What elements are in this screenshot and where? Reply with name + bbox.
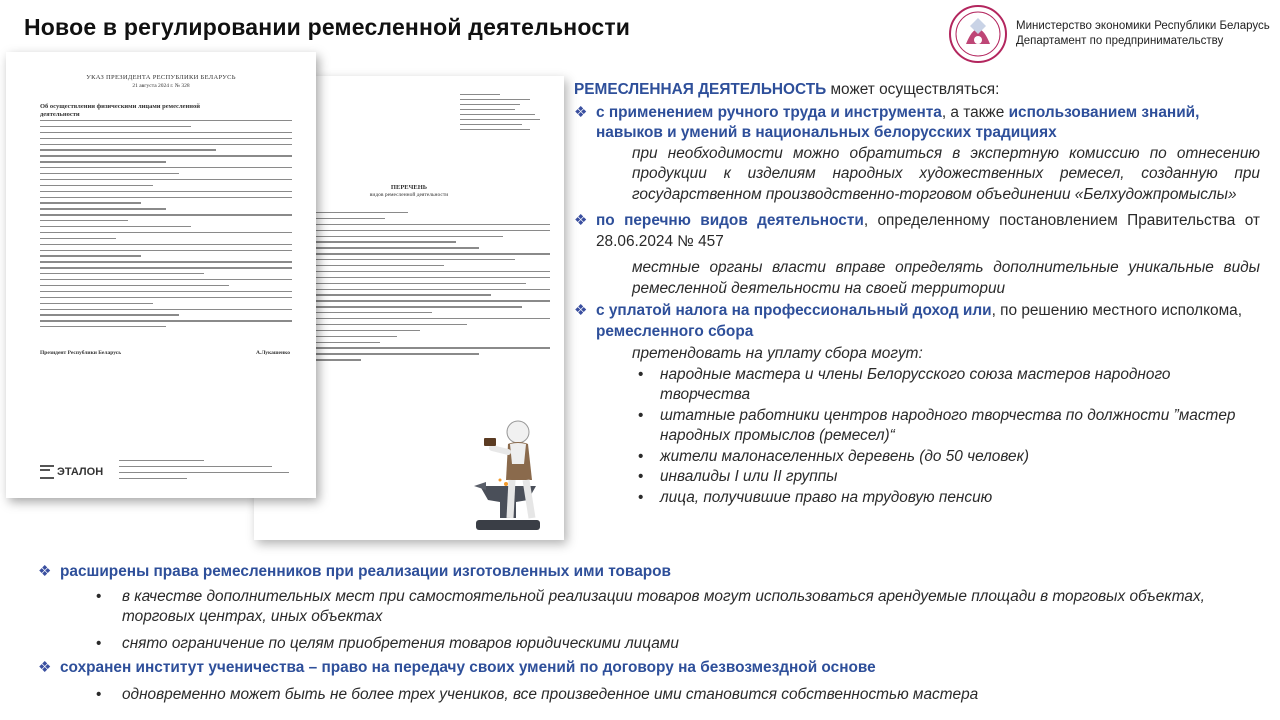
b1-highlight-1: с применением ручного труда и инструмента: [596, 103, 942, 121]
b1-mid: , а также: [941, 103, 1009, 121]
b1-highlight-2: использованием знаний, навыков и умений в национальных белорусских традициях: [596, 103, 1200, 141]
list-subtitle: видов ремесленной деятельности: [369, 192, 449, 198]
diamond-cluster-icon: ❖: [38, 563, 52, 580]
intro-rest: может осуществляться:: [826, 81, 1000, 98]
fee-eligible-list: [574, 365, 1260, 509]
bullet-activity-list: [574, 211, 1260, 252]
craft-activity-panel: [574, 80, 1260, 508]
apprenticeship-list: [38, 685, 1260, 706]
decree-heading: УКАЗ ПРЕЗИДЕНТА РЕСПУБЛИКИ БЕЛАРУСЬ: [86, 74, 236, 81]
etalon-icon: [40, 465, 54, 479]
intro-highlight: РЕМЕСЛЕННАЯ ДЕЯТЕЛЬНОСТЬ: [574, 81, 827, 98]
b3-highlight-1: с уплатой налога на профессиональный доход или: [596, 302, 992, 319]
b1-note: при необходимости можно обратиться в экспертную комиссию по отнесению продукции к изделиям народных художественных ремесел, созданную при государственном производственно-торговом объединении «Белхудожпромыслы»: [632, 144, 1260, 203]
decree-document: [6, 52, 316, 498]
b3-note: претендовать на уплату сбора могут:: [632, 345, 923, 362]
list-item: • одновременно может быть не более трех учеников, все произведенное ими становится собственностью мастера: [96, 685, 1260, 706]
ministry-emblem-icon: [948, 4, 1008, 64]
diamond-cluster-icon: ❖: [574, 103, 588, 121]
department-name: Департамент по предпринимательству: [1016, 35, 1224, 47]
list-item: • лица, получившие право на трудовую пенсию: [636, 488, 1260, 509]
bullet-apprenticeship: [38, 658, 1260, 679]
decree-subject: Об осуществлении физическими лицами ремесленной деятельности: [40, 103, 200, 118]
diamond-cluster-icon: ❖: [574, 302, 588, 319]
b2-note: местные органы власти вправе определять дополнительные уникальные виды ремесленной деятельности на своей территории: [632, 259, 1260, 297]
etalon-logo: [40, 465, 103, 479]
list-item: • снято ограничение по целям приобретения товаров юридическими лицами: [96, 634, 1260, 655]
bullet-tax: [574, 301, 1260, 342]
b2-highlight: по перечню видов деятельности: [596, 212, 864, 229]
slide-title: Новое в регулировании ремесленной деятельности: [24, 14, 631, 40]
decree-footer: [40, 460, 289, 484]
list-title: ПЕРЕЧЕНЬ: [390, 184, 428, 191]
b3-highlight-2: ремесленного сбора: [596, 322, 754, 340]
bullet-manual-labor: [574, 103, 1260, 144]
bullet-rights: [38, 562, 1260, 583]
decree-date: 21 августа 2024 г. № 328: [132, 83, 190, 89]
craftsman-anvil-icon: [466, 408, 558, 534]
decree-body: [40, 120, 292, 332]
rights-list: [38, 587, 1260, 655]
diamond-cluster-icon: ❖: [38, 659, 52, 676]
rights-section: [38, 562, 1260, 705]
decree-signature: [40, 350, 290, 356]
list-item: • в качестве дополнительных мест при самостоятельной реализации товаров могут использоваться арендуемые площади в торговых объектах, торговых центрах, иных объектах: [96, 587, 1260, 628]
etalon-brand: ЭТАЛОН: [57, 465, 104, 478]
b3-mid: , по решению местного исполкома,: [991, 302, 1243, 319]
diamond-cluster-icon: ❖: [574, 212, 588, 229]
list-item: • жители малонаселенных деревень (до 50 человек): [636, 447, 1260, 468]
ministry-name: Министерство экономики Республики Беларусь: [1016, 20, 1270, 32]
ministry-header: [948, 4, 1270, 64]
list-item: • штатные работники центров народного творчества по должности ”мастер народных промыслов (ремесел)“: [636, 406, 1260, 447]
list-body: [314, 212, 550, 365]
b2-rest: , определенному постановлением Правительства от 28.06.2024 № 457: [596, 212, 1260, 250]
list-item: • народные мастера и члены Белорусского союза мастеров народного творчества: [636, 365, 1260, 406]
intro-line: [574, 80, 1260, 101]
signer-name: А.Лукашенко: [256, 350, 290, 356]
signer-title: Президент Республики Беларусь: [40, 350, 122, 356]
b5-highlight: сохранен институт ученичества – право на передачу своих умений по договору на безвозмездной основе: [60, 659, 876, 676]
b4-highlight: расширены права ремесленников при реализации изготовленных ими товаров: [60, 563, 672, 580]
appendix-stamp: [460, 94, 550, 134]
list-item: • инвалиды I или II группы: [636, 467, 1260, 488]
